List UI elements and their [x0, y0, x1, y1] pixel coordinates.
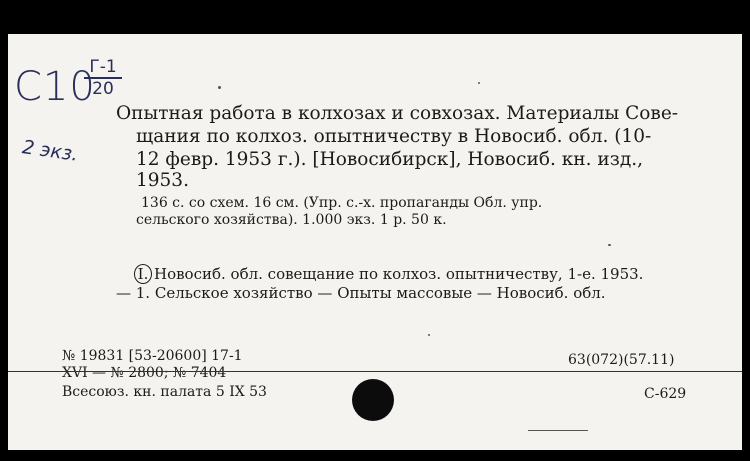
shelfmark-handwritten: С10	[14, 64, 96, 110]
dust-speck	[428, 334, 430, 336]
udc-classification: 63(072)(57.11)	[568, 352, 675, 368]
footer-rule	[8, 371, 742, 372]
shelfmark-fraction	[84, 58, 122, 98]
dust-speck	[478, 82, 480, 84]
catalog-card	[8, 34, 742, 450]
title-line-4: 1953.	[136, 170, 189, 191]
dust-speck	[218, 86, 221, 89]
dust-speck	[608, 244, 611, 246]
tracing-line-1-text: Новосиб. обл. совещание по колхоз. опытничеству, 1-е. 1953.	[154, 265, 644, 283]
tracing-line-1	[134, 264, 643, 284]
card-number: С-629	[644, 386, 687, 402]
shelfmark-fraction-bottom: 20	[92, 79, 114, 99]
collation-line-1: 136 с. со схем. 16 см. (Упр. с.-х. пропаганды Обл. упр.	[141, 195, 543, 211]
collation-line-2: сельского хозяйства). 1.000 экз. 1 р. 50 к.	[136, 212, 447, 228]
title-line-1: Опытная работа в колхозах и совхозах. Материалы Сове-	[116, 103, 679, 124]
tracing-line-2: — 1. Сельское хозяйство — Опыты массовые — Новосиб. обл.	[116, 284, 606, 302]
tracing-circled-number: I.	[134, 264, 152, 284]
footer-line-2: XVI — № 2800; № 7404	[62, 365, 227, 381]
title-line-2: щания по колхоз. опытничеству в Новосиб. обл. (10-	[136, 126, 652, 147]
title-line-3: 12 февр. 1953 г.). [Новосибирск], Новосиб. кн. изд.,	[136, 149, 643, 170]
footer-line-3: Всесоюз. кн. палата 5 IX 53	[62, 384, 267, 400]
punch-hole	[352, 379, 394, 421]
copies-note-handwritten: 2 экз.	[20, 136, 80, 166]
dust-streak	[528, 430, 588, 431]
shelfmark-fraction-top: Г-1	[89, 57, 117, 77]
footer-line-1: № 19831 [53-20600] 17-1	[62, 348, 243, 364]
